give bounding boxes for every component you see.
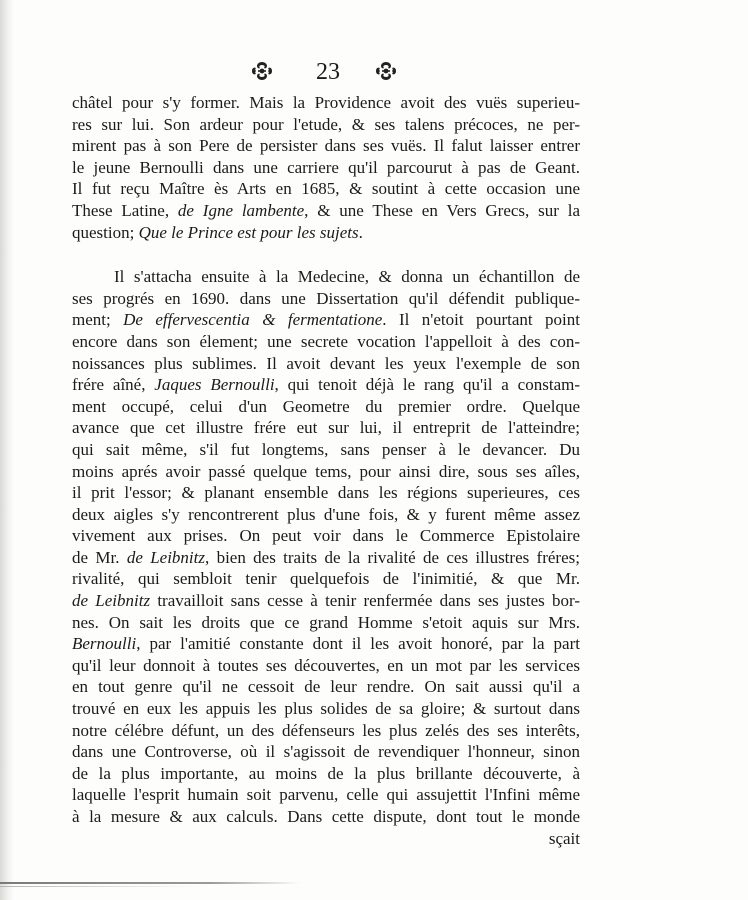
text-segment: Il s'attacha ensuite à la Medecine, & donna un échantillon de — [114, 267, 580, 287]
text-segment: qu'il leur donnoit à toutes ses découvertes, en un mot par les services — [72, 655, 580, 675]
text-line — [72, 612, 580, 634]
text-segment: le jeune Bernoulli dans une carriere qu'il parcourut à pas de Geant. — [72, 157, 580, 177]
text-line — [72, 331, 580, 353]
paragraph-1 — [72, 92, 580, 243]
text-line — [72, 309, 580, 331]
italic-phrase: Jaques Bernoulli — [154, 375, 275, 395]
text-segment: , qui tenoit déjà le rang qu'il a constam- — [274, 375, 580, 395]
text-line — [72, 590, 580, 612]
text-segment: dans une Controverse, où il s'agissoit de revendiquer l'honneur, sinon — [72, 742, 580, 762]
italic-phrase: Bernoulli — [72, 634, 137, 654]
text-line — [72, 200, 580, 222]
paragraph-2 — [72, 266, 580, 827]
text-line — [72, 568, 580, 590]
text-segment: notre célébre défunt, un des défenseurs les plus zelés des ses interêts, — [72, 720, 580, 740]
italic-phrase: de Igne lambente — [177, 200, 305, 220]
body-text — [72, 92, 580, 849]
text-line — [72, 784, 580, 806]
text-segment: de Mr. — [72, 547, 127, 567]
fleuron-icon — [374, 60, 398, 82]
text-segment: laquelle l'esprit humain soit parvenu, celle qui assujettit l'Infini même — [72, 785, 580, 805]
page-header — [0, 58, 748, 88]
text-segment: qui sait même, s'il fut longtems, sans penser à le devancer. Du — [72, 439, 580, 459]
text-line — [72, 720, 580, 742]
page-edge-rule — [0, 882, 300, 884]
italic-phrase: de Leibnitz — [72, 591, 151, 611]
text-segment: trouvé en eux les appuis les plus solides de sa gloire; & surtout dans — [72, 699, 580, 719]
text-line — [72, 461, 580, 483]
catchword: sçait — [548, 828, 580, 848]
text-line — [72, 741, 580, 763]
text-segment: question; — [72, 222, 139, 242]
text-line — [72, 396, 580, 418]
text-segment: , & une These en Vers Grecs, sur la — [304, 200, 580, 220]
text-line — [72, 222, 580, 244]
text-segment: noissances plus sublimes. Il avoit devant les yeux l'exemple de son — [72, 353, 580, 373]
text-segment: ment occupé, celui d'un Geometre du premier ordre. Quelque — [72, 396, 580, 416]
text-line — [72, 547, 580, 569]
text-line — [72, 504, 580, 526]
text-line — [72, 676, 580, 698]
text-segment: , bien des traits de la rivalité de ces illustres fréres; — [204, 547, 580, 567]
text-segment: nes. On sait les droits que ce grand Homme s'etoit aquis sur Mrs. — [72, 612, 580, 632]
paragraph-gap — [72, 243, 580, 266]
text-line — [72, 655, 580, 677]
page-gutter-shadow — [0, 0, 14, 900]
text-segment: These Latine, — [72, 200, 178, 220]
italic-phrase: De effervescentia & fermentatione — [123, 310, 383, 330]
text-line — [72, 157, 580, 179]
italic-phrase: de Leibnitz — [126, 547, 205, 567]
text-segment: res sur lui. Son ardeur pour l'etude, & ses talens précoces, ne per- — [72, 114, 580, 134]
text-line — [72, 178, 580, 200]
text-segment: encore dans son élement; une secrete vocation l'appelloit à des con- — [72, 331, 580, 351]
text-line — [72, 114, 580, 136]
text-segment: frére aîné, — [72, 375, 155, 395]
text-line — [72, 417, 580, 439]
text-line — [72, 698, 580, 720]
text-segment: , par l'amitié constante dont il les avoit honoré, par la part — [136, 634, 580, 654]
text-segment: de la plus importante, au moins de la plus brillante découverte, à — [72, 763, 580, 783]
page-number: 23 — [316, 59, 340, 85]
text-line — [72, 633, 580, 655]
text-segment: châtel pour s'y former. Mais la Providence avoit des vuës superieu- — [72, 93, 580, 112]
text-line — [72, 525, 580, 547]
text-segment: . Il n'etoit pourtant point — [382, 310, 580, 330]
text-line — [72, 92, 580, 114]
text-line — [72, 288, 580, 310]
text-line — [72, 439, 580, 461]
text-segment: à la mesure & aux calculs. Dans cette dispute, dont tout le monde — [72, 807, 580, 826]
text-line — [72, 482, 580, 504]
text-segment: . — [358, 222, 363, 242]
text-line — [72, 135, 580, 157]
text-segment: ses progrés en 1690. dans une Dissertation qu'il défendit publique- — [72, 288, 580, 308]
text-segment: moins aprés avoir passé quelque tems, pour ainsi dire, sous ses aîles, — [72, 461, 580, 481]
text-segment: deux aigles s'y rencontrerent plus d'une fois, & y furent même assez — [72, 504, 580, 524]
text-segment: rivalité, qui sembloit tenir quelquefois de l'inimitié, & que Mr. — [72, 569, 580, 589]
text-line — [72, 806, 580, 828]
text-segment: travailloit sans cesse à tenir renfermée dans ses justes bor- — [150, 591, 580, 611]
text-segment: ment; — [72, 310, 124, 330]
text-segment: il prit l'essor; & planant ensemble dans les régions superieures, ces — [72, 483, 580, 503]
page-edge-rule-thin — [0, 886, 200, 887]
text-segment: vivement aux prises. On peut voir dans le Commerce Epistolaire — [72, 526, 580, 546]
text-line — [72, 374, 580, 396]
text-segment: mirent pas à son Pere de persister dans ses vuës. Il falut laisser entrer — [72, 136, 580, 156]
text-line — [72, 763, 580, 785]
text-segment: Il fut reçu Maître ès Arts en 1685, & soutint à cette occasion une — [72, 179, 580, 199]
text-line — [72, 266, 580, 288]
text-line — [72, 353, 580, 375]
text-segment: avance que cet illustre frére eut sur lui, il entreprit de l'atteindre; — [72, 418, 580, 438]
italic-phrase: Que le Prince est pour les sujets — [138, 222, 359, 242]
text-segment: en tout genre qu'il ne cessoit de leur rendre. On sait aussi qu'il a — [72, 677, 580, 697]
fleuron-icon — [250, 60, 274, 82]
